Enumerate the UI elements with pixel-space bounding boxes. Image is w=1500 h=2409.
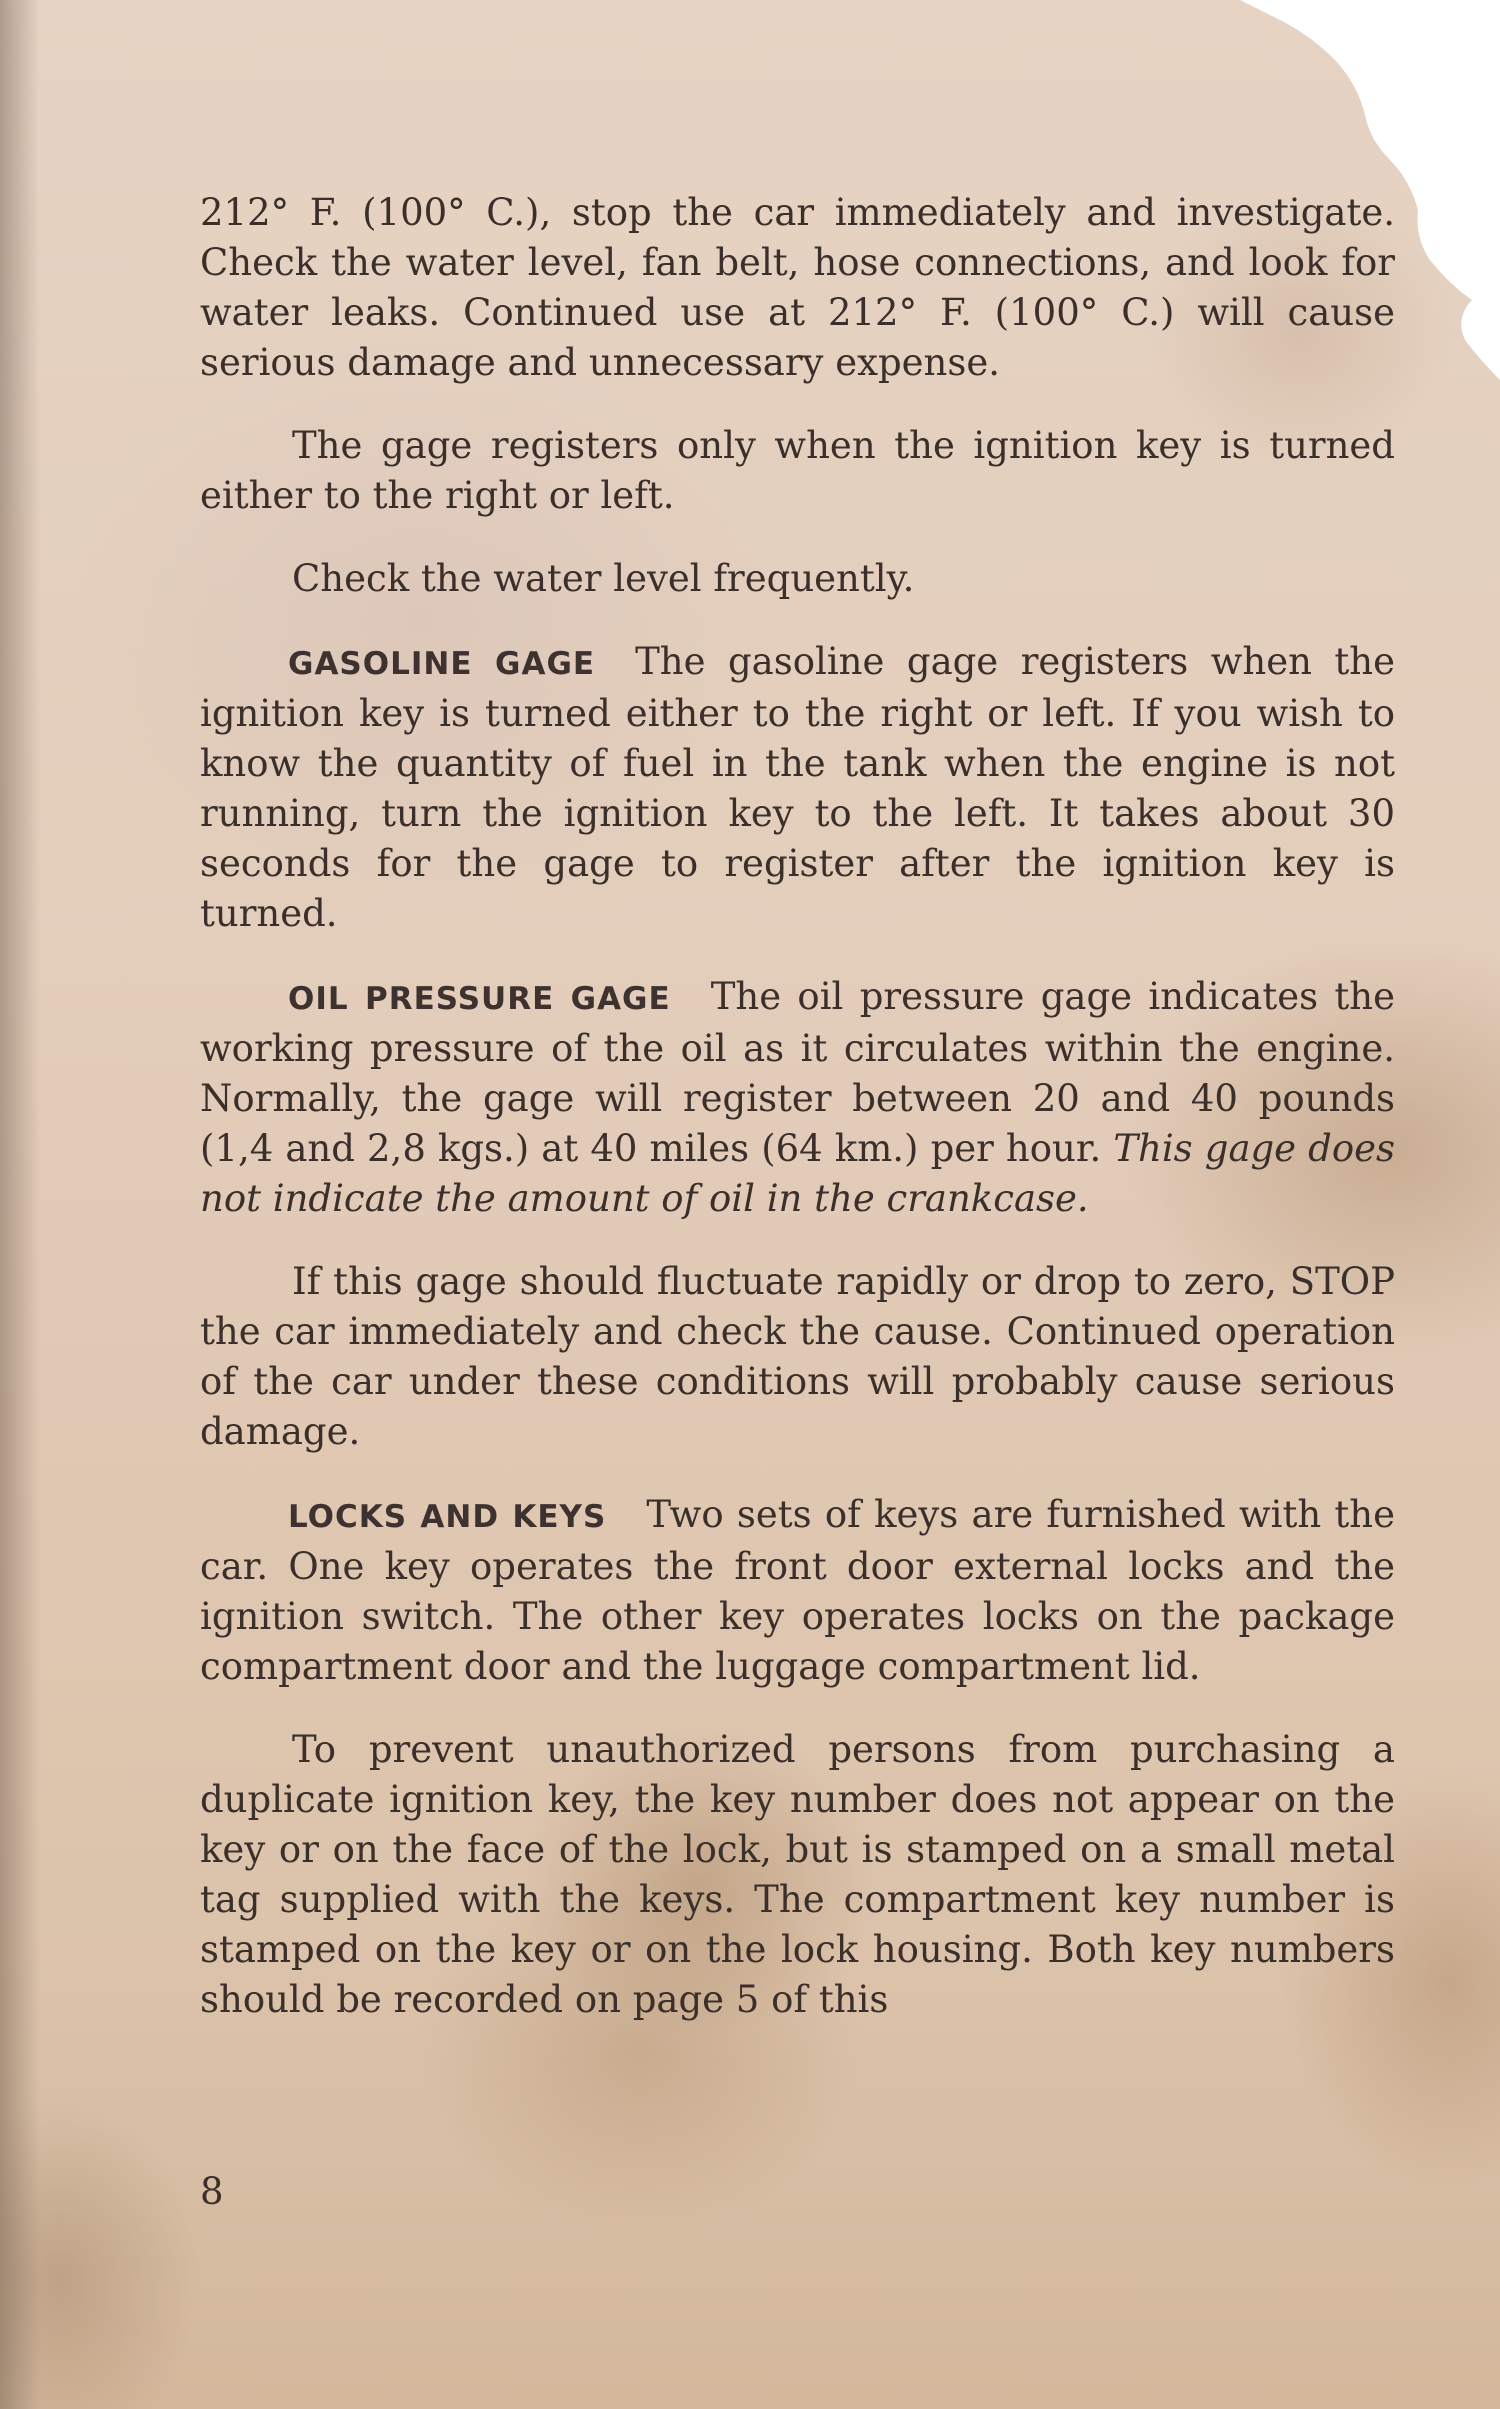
- intro-paragraph: 212° F. (100° C.), stop the car immediately and investigate. Check the water level, fan belt, hose connections, and look for water leaks. Continued use at 212° F. (100° C.) will cause serious damage and unnecessary expense.: [200, 191, 1395, 384]
- locks-keys-section: [200, 1490, 1395, 1692]
- oil-warning-paragraph: If this gage should fluctuate rapidly or drop to zero, STOP the car immediately and check the cause. Continued operation of the car under these conditions will probably cause serious damage.: [200, 1260, 1395, 1453]
- gasoline-gage-heading: GASOLINE GAGE: [288, 646, 596, 682]
- water-check-paragraph: Check the water level frequently.: [292, 557, 915, 600]
- gage-register-paragraph: The gage registers only when the ignition key is turned either to the right or left.: [200, 424, 1395, 517]
- key-number-paragraph: To prevent unauthorized persons from purchasing a duplicate ignition key, the key number does not appear on the key or on the face of the lock, but is stamped on a small metal tag supplied with the keys. The compartment key number is stamped on the key or on the lock housing. Both key numbers should be recorded on page 5 of this: [200, 1728, 1395, 2021]
- page-number: 8: [200, 2170, 224, 2213]
- gasoline-gage-section: [200, 637, 1395, 939]
- oil-pressure-gage-heading: OIL PRESSURE GAGE: [288, 981, 671, 1017]
- oil-pressure-gage-text: The oil pressure gage indicates the working pressure of the oil as it circulates within the engine. Normally, the gage will register between 20 and 40 pounds (1,4 and 2,8 kgs.) at 40 miles (64 km.) per hour.: [200, 975, 1396, 1170]
- locks-keys-heading: LOCKS AND KEYS: [288, 1499, 607, 1535]
- manual-text: [200, 188, 1395, 2025]
- oil-pressure-gage-section: [200, 972, 1395, 1224]
- oil-pressure-italic-note: This gage does not indicate the amount of oil in the crankcase.: [200, 1127, 1396, 1220]
- gasoline-gage-text: The gasoline gage registers when the ignition key is turned either to the right or left. If you wish to know the quantity of fuel in the tank when the engine is not running, turn the ignition key to the left. It takes about 30 seconds for the gage to register after the ignition key is turned.: [200, 640, 1396, 935]
- page-left-edge-shadow: [0, 0, 40, 2409]
- locks-keys-text: Two sets of keys are furnished with the car. One key operates the front door external locks and the ignition switch. The other key operates locks on the package compartment door and the luggage compartment lid.: [200, 1493, 1396, 1688]
